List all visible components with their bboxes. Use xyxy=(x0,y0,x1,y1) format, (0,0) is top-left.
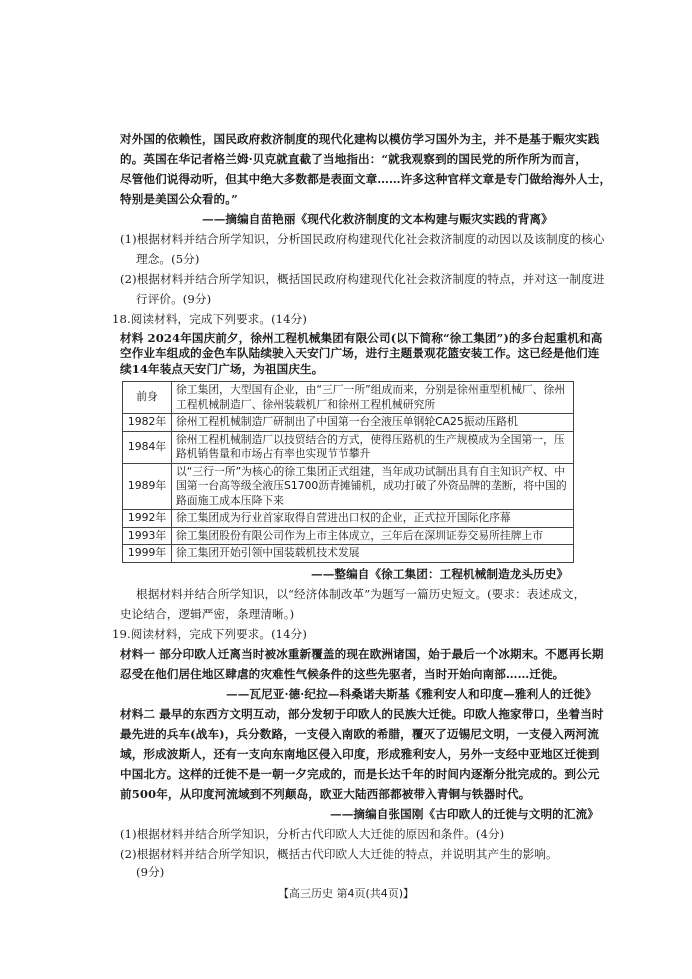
material-source: ——瓦尼亚·德·纪拉—科桑诺夫斯基《雅利安人和印度—雅利人的迁徙》 xyxy=(226,687,597,701)
table-event-cell: 以“三行一所”为核心的徐工集团正式组建，当年成功试制出具有自主知识产权、中国第一台高等级全液压S1700沥青摊铺机，成功打破了外资品牌的垄断，将中国的路面施工成本压降下来 xyxy=(172,463,574,510)
question-18-task: 根据材料并结合所学知识，以“经济体制改革”为题写一篇历史短文。(要求：表述成文， xyxy=(136,587,586,601)
xcmg-history-table xyxy=(122,381,574,563)
material-source: ——摘编自苗艳丽《现代化救济制度的文本构建与赈灾实践的背离》 xyxy=(202,212,553,226)
table-event-cell: 徐工集团开始引领中国装载机技术发展 xyxy=(172,545,574,563)
question-19-2-cont: (9分) xyxy=(136,865,165,879)
page-footer: 【高三历史 第4页(共4页)】 xyxy=(277,887,415,900)
material-line: 域，形成波斯人，还有一支向东南地区侵入印度，形成雅利安人，另外一支经中亚地区迁徙到 xyxy=(120,747,600,761)
material-line: 材料 2024年国庆前夕，徐州工程机械集团有限公司(以下简称“徐工集团”)的多台起重机和高 xyxy=(120,331,603,345)
table-year-cell: 1993年 xyxy=(123,527,172,545)
question-18-task-cont: 史论结合，逻辑严密，条理清晰。) xyxy=(120,607,295,621)
material-line: 忍受在他们居住地区肆虐的灾难性气候条件的这些先驱者，当时开始向南部……迁徙。 xyxy=(120,667,565,681)
table-year-cell: 1989年 xyxy=(123,463,172,510)
material-line: 最先进的兵车(战车)，兵分数路，一支侵入南欧的希腊，覆灭了迈锡尼文明，一支侵入两河流 xyxy=(120,727,599,741)
material-line: 中国北方。这样的迁徙不是一朝一夕完成的，而是长达千年的时间内逐渐分批完成的。到公元 xyxy=(120,767,600,781)
table-event-cell: 徐州工程机械制造厂研制出了中国第一台全液压单钢轮CA25振动压路机 xyxy=(172,414,574,432)
question-17-2: (2)根据材料并结合所学知识，概括国民政府构建现代化社会救济制度的特点，并对这一制度进 xyxy=(120,272,605,286)
table-source: ——整编自《徐工集团：工程机械制造龙头历史》 xyxy=(311,567,569,581)
question-18-heading: 18.阅读材料，完成下列要求。(14分) xyxy=(112,312,307,326)
material-line: 续14年装点天安门广场，为祖国庆生。 xyxy=(120,362,324,376)
material-line: 的。英国在华记者格兰姆·贝克就直截了当地指出：“就我观察到的国民党的所作所为而言， xyxy=(120,152,587,166)
table-row xyxy=(123,463,574,510)
table-row xyxy=(123,382,574,414)
question-17-1-cont: 理念。(5分) xyxy=(136,252,200,266)
table-year-cell: 1984年 xyxy=(123,431,172,463)
question-17-1: (1)根据材料并结合所学知识，分析国民政府构建现代化社会救济制度的动因以及该制度的核心 xyxy=(120,232,605,246)
material-line: 对外国的依赖性，国民政府救济制度的现代化建构以模仿学习国外为主，并不是基于赈灾实践 xyxy=(120,132,600,146)
material-line: 尽管他们说得动听，但其中绝大多数都是表面文章……许多这种官样文章是专门做给海外人士， xyxy=(120,172,612,186)
material-line: 特别是美国公众看的。” xyxy=(120,192,238,206)
material-line: 材料一 部分印欧人迁离当时被冰重新覆盖的现在欧洲诸国，始于最后一个冰期末。不愿再长期 xyxy=(120,647,604,661)
question-17-2-cont: 行评价。(9分) xyxy=(136,292,212,306)
table-row xyxy=(123,431,574,463)
table-row xyxy=(123,414,574,432)
table-row xyxy=(123,527,574,545)
material-line: 材料二 最早的东西方文明互动，部分发轫于印欧人的民族大迁徙。印欧人拖家带口，坐着当时 xyxy=(120,707,604,721)
table-event-cell: 徐工集团股份有限公司作为上市主体成立，三年后在深圳证券交易所挂牌上市 xyxy=(172,527,574,545)
material-line: 前500年，从印度河流域到不列颠岛，欧亚大陆西部都被带入青铜与铁器时代。 xyxy=(120,787,531,801)
table-event-cell: 徐州工程机械制造厂以技贸结合的方式，使得压路机的生产规模成为全国第一，压路机销售量和市场占有率也实现节节攀升 xyxy=(172,431,574,463)
question-19-heading: 19.阅读材料，完成下列要求。(14分) xyxy=(112,627,307,641)
table-event-cell: 徐工集团成为行业首家取得自营进出口权的企业，正式拉开国际化序幕 xyxy=(172,510,574,528)
table-row xyxy=(123,545,574,563)
table-year-cell: 1982年 xyxy=(123,414,172,432)
question-19-1: (1)根据材料并结合所学知识，分析古代印欧人大迁徙的原因和条件。(4分) xyxy=(120,827,505,841)
table-year-cell: 前身 xyxy=(123,382,172,414)
question-19-2: (2)根据材料并结合所学知识，概括古代印欧人大迁徙的特点，并说明其产生的影响。 xyxy=(120,847,558,861)
table-year-cell: 1999年 xyxy=(123,545,172,563)
material-line: 空作业车组成的金色车队陆续驶入天安门广场，进行主题景观花篮安装工作。这已经是他们连 xyxy=(120,346,600,360)
table-year-cell: 1992年 xyxy=(123,510,172,528)
material-source: ——摘编自张国刚《古印欧人的迁徙与文明的汇流》 xyxy=(330,807,599,821)
table-row xyxy=(123,510,574,528)
table-event-cell: 徐工集团，大型国有企业，由“三厂一所”组成而来，分别是徐州重型机械厂、徐州工程机械制造厂、徐州装载机厂和徐州工程机械研究所 xyxy=(172,382,574,414)
